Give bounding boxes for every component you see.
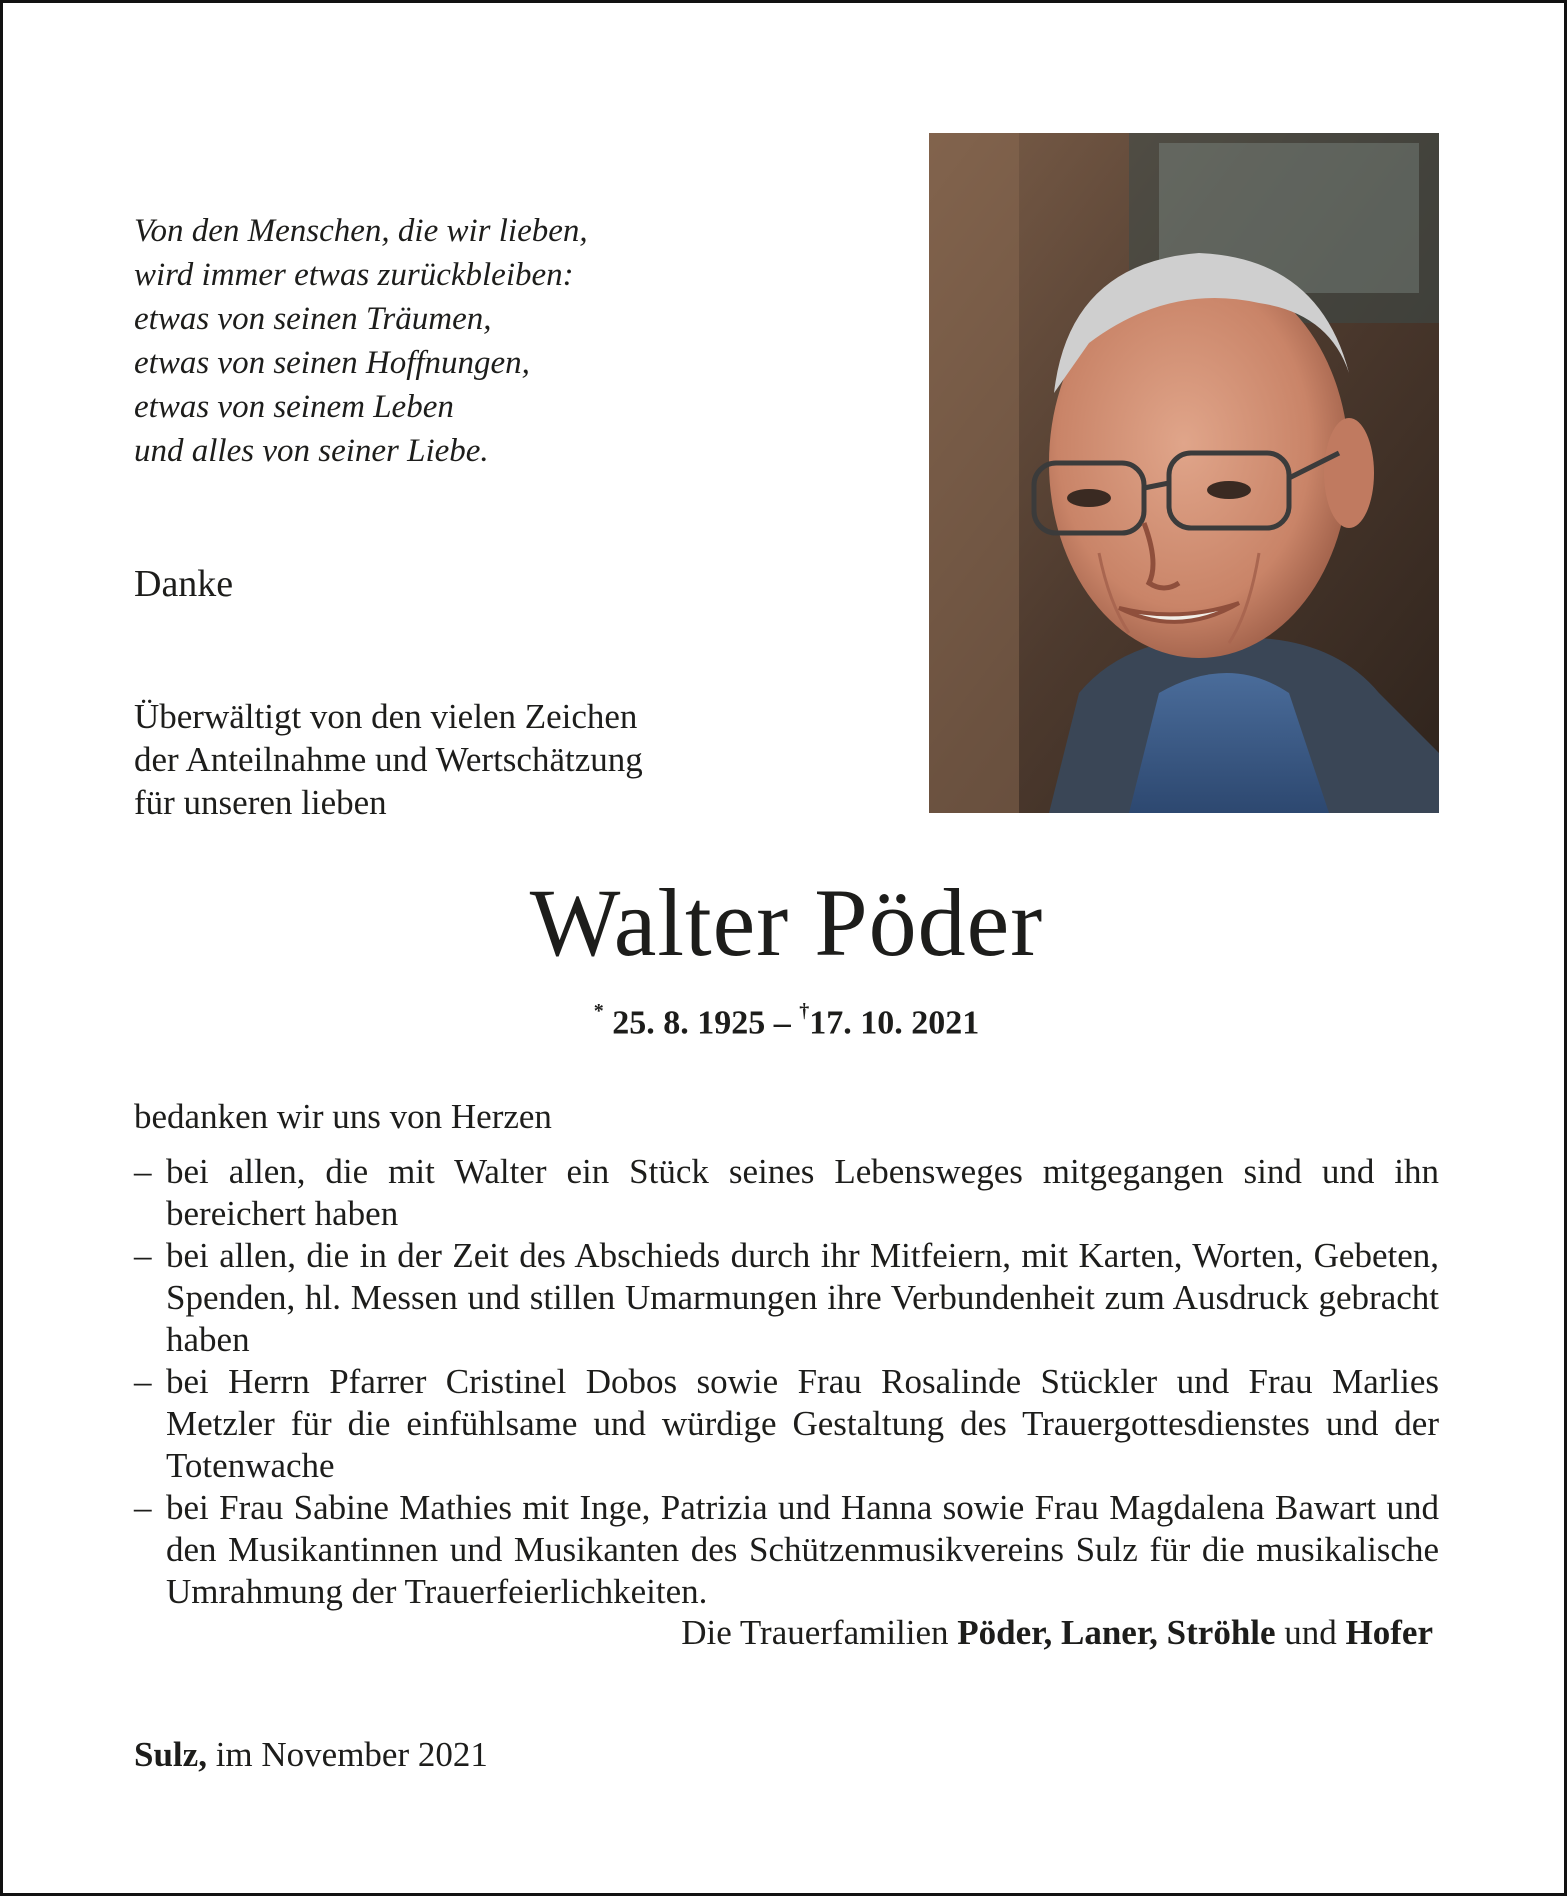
place-town: Sulz, [134,1735,207,1774]
deceased-name: Walter Pöder [529,869,1044,976]
poem-line: Von den Menschen, die wir lieben, [134,213,588,249]
danke-heading: Danke [134,563,234,605]
thanks-lead: bedanken wir uns von Herzen [134,1097,552,1136]
intro-text [134,695,774,824]
list-item [134,1235,1439,1361]
signature-conjunction: und [1284,1613,1337,1652]
list-item [134,1487,1439,1613]
signature-families: Pöder, Laner, Ströhle [957,1613,1276,1652]
place-month: im November 2021 [215,1735,488,1774]
list-item-text: bei allen, die in der Zeit des Abschieds durch ihr Mitfeiern, mit Karten, Worten, Gebeten, Spenden, hl. Messen und stillen Umarmungen ihre Verbundenheit zum Ausdruck gebracht haben [166,1236,1439,1359]
family-signature [681,1613,1433,1653]
date-separator: – [773,1004,791,1042]
list-item-text: bei Frau Sabine Mathies mit Inge, Patrizia und Hanna sowie Frau Magdalena Bawart und den Musikantinnen und Musikanten des Schützenmusikvereins Sulz für die musikalische Umrahmung der Trauerfeierlichkeiten. [166,1488,1439,1611]
poem-line: etwas von seinen Hoffnungen, [134,345,530,381]
intro-line: Überwältigt von den vielen Zeichen [134,697,638,736]
birth-symbol: * [593,1000,604,1022]
list-bullet: – [134,1236,152,1275]
list-item-text: bei allen, die mit Walter ein Stück seines Lebensweges mitgegangen sind und ihn bereichert haben [166,1152,1439,1233]
intro-line: für unseren lieben [134,783,387,822]
thanks-list [134,1151,1439,1613]
list-item [134,1151,1439,1235]
list-bullet: – [134,1488,152,1527]
intro-line: der Anteilnahme und Wertschätzung [134,740,643,779]
poem-line: etwas von seinen Träumen, [134,301,492,337]
death-symbol: † [799,1000,810,1022]
birth-date: 25. 8. 1925 [612,1004,766,1042]
poem-line: wird immer etwas zurückbleiben: [134,257,574,293]
list-item [134,1361,1439,1487]
list-item-text: bei Herrn Pfarrer Cristinel Dobos sowie Frau Rosalinde Stückler und Frau Marlies Metzler für die einfühlsame und würdige Gestaltung des Trauergottesdienstes und der Totenwache [166,1362,1439,1485]
poem-line: etwas von seinem Leben [134,389,454,425]
list-bullet: – [134,1362,152,1401]
signature-prefix: Die Trauerfamilien [681,1613,949,1652]
poem [134,209,588,473]
list-bullet: – [134,1152,152,1191]
life-dates [3,1000,1567,1042]
place-date [134,1735,488,1775]
signature-last-family: Hofer [1345,1613,1433,1652]
portrait-photo [929,133,1439,813]
portrait-illustration [929,133,1439,813]
poem-line: und alles von seiner Liebe. [134,433,489,469]
death-date: 17. 10. 2021 [809,1004,980,1042]
